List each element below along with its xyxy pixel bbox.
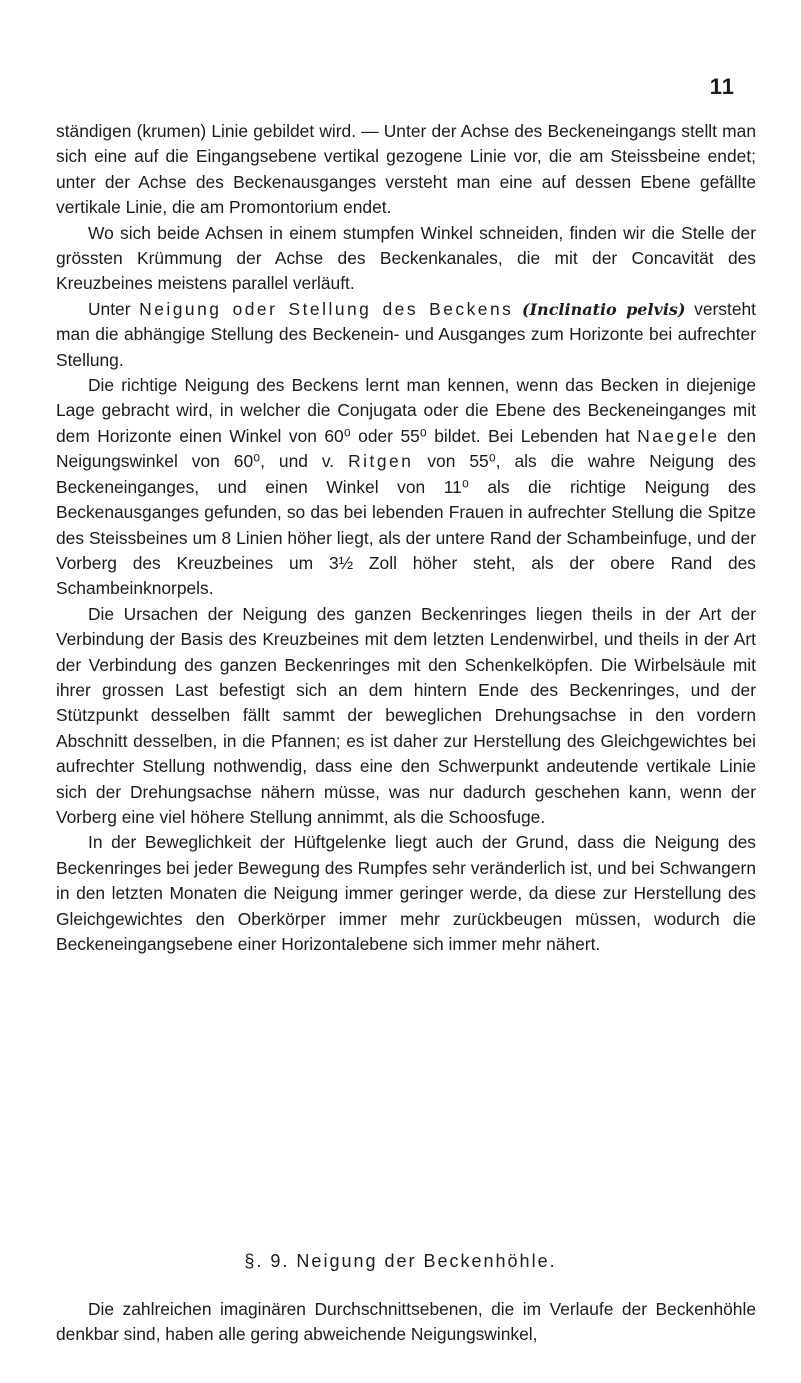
- paragraph-2: Wo sich beide Achsen in einem stumpfen Winkel schneiden, finden wir die Stelle der grössten Krümmung der Achse des Beckenkanales, die mit der Concavität des Kreuzbeines meistens parallel verläuft.: [56, 222, 756, 294]
- page-number: 11: [709, 74, 735, 99]
- paragraph-3-rest: versteht man die abhängige Stellung des Beckenein- und Ausganges zum Horizonte bei aufrechter Stellung.: [56, 298, 756, 370]
- author-naegele: Naegele: [637, 425, 720, 446]
- paragraph-4-part-c: von 55⁰, als die wahre Neigung des Beckeneinganges, und einen Winkel von 11⁰ als die richtige Neigung des Beckenausganges gefunden, so das bei lebenden Frauen in aufrechter Stellung die Spitze des Steissbeines um 8 Linien höher liegt, als der untere Rand der Schambeinfuge, und der Vorberg des Kreuzbeines um 3½ Zoll höher steht, als der obere Rand des Schambeinknorpels.: [56, 451, 756, 599]
- paragraph-5: Die Ursachen der Neigung des ganzen Beckenringes liegen theils in der Art der Verbindung der Basis des Kreuzbeines mit dem letzten Lendenwirbel, und theils in der Art der Verbindung des ganzen Beckenringes mit den Schenkelköpfen. Die Wirbelsäule mit ihrer grossen Last befestigt sich an dem hintern Ende des Beckenringes, und der Stützpunkt desselben fällt sammt der beweglichen Drehungsachse in den vordern Abschnitt desselben, in die Pfannen; es ist daher zur Herstellung des Gleichgewichtes bei aufrechter Stellung nothwendig, dass eine den Schwerpunkt andeutende vertikale Linie sich der Drehungsachse nähern müsse, was nur dadurch geschehen kann, wenn der Vorberg eine viel höhere Stellung annimmt, als die Schoosfuge.: [56, 603, 756, 827]
- paragraph-7: Die zahlreichen imaginären Durchschnittsebenen, die im Verlaufe der Beckenhöhle denkbar sind, haben alle gering abweichende Neigungswinkel,: [56, 1299, 756, 1345]
- term-neigung-des-beckens: Neigung oder Stellung des Beckens: [139, 298, 514, 319]
- paragraph-4-part-b: den Neigungswinkel von 60⁰, und v.: [56, 425, 756, 472]
- paragraph-4-part-a: Die richtige Neigung des Beckens lernt man kennen, wenn das Becken in diejenige Lage gebracht wird, in welcher die Conjugata oder die Ebene des Beckeneinganges mit dem Horizonte einen Winkel von 60⁰ oder 55⁰ bildet. Bei Lebenden hat: [56, 375, 756, 446]
- latin-term: (Inclinatio pelvis): [522, 299, 686, 319]
- paragraph-3-prefix: Unter: [88, 298, 140, 319]
- body-text-2: [56, 1297, 756, 1348]
- paragraph-3: [56, 297, 756, 373]
- paragraph-1: ständigen (krumen) Linie gebildet wird. — Unter der Achse des Beckeneingangs stellt man sich eine auf die Eingangsebene vertikal gezogene Linie vor, die am Steissbeine endet; unter der Achse des Beckenausganges versteht man eine auf dessen Ebene gefällte vertikale Linie, die am Promontorium endet.: [56, 121, 756, 218]
- paragraph-4: [56, 373, 756, 602]
- body-text: [56, 119, 756, 957]
- section-heading: §. 9. Neigung der Beckenhöhle.: [244, 1251, 557, 1271]
- author-ritgen: Ritgen: [348, 451, 414, 472]
- paragraph-6: In der Beweglichkeit der Hüftgelenke liegt auch der Grund, dass die Neigung des Beckenringes bei jeder Bewegung des Rumpfes sehr veränderlich ist, und bei Schwangern in den letzten Monaten die Neigung immer geringer werde, da diese zur Herstellung des Gleichgewichtes den Oberkörper immer mehr zurückbeugen müssen, wodurch die Beckeneingangsebene einer Horizontalebene sich immer mehr nähert.: [56, 832, 756, 954]
